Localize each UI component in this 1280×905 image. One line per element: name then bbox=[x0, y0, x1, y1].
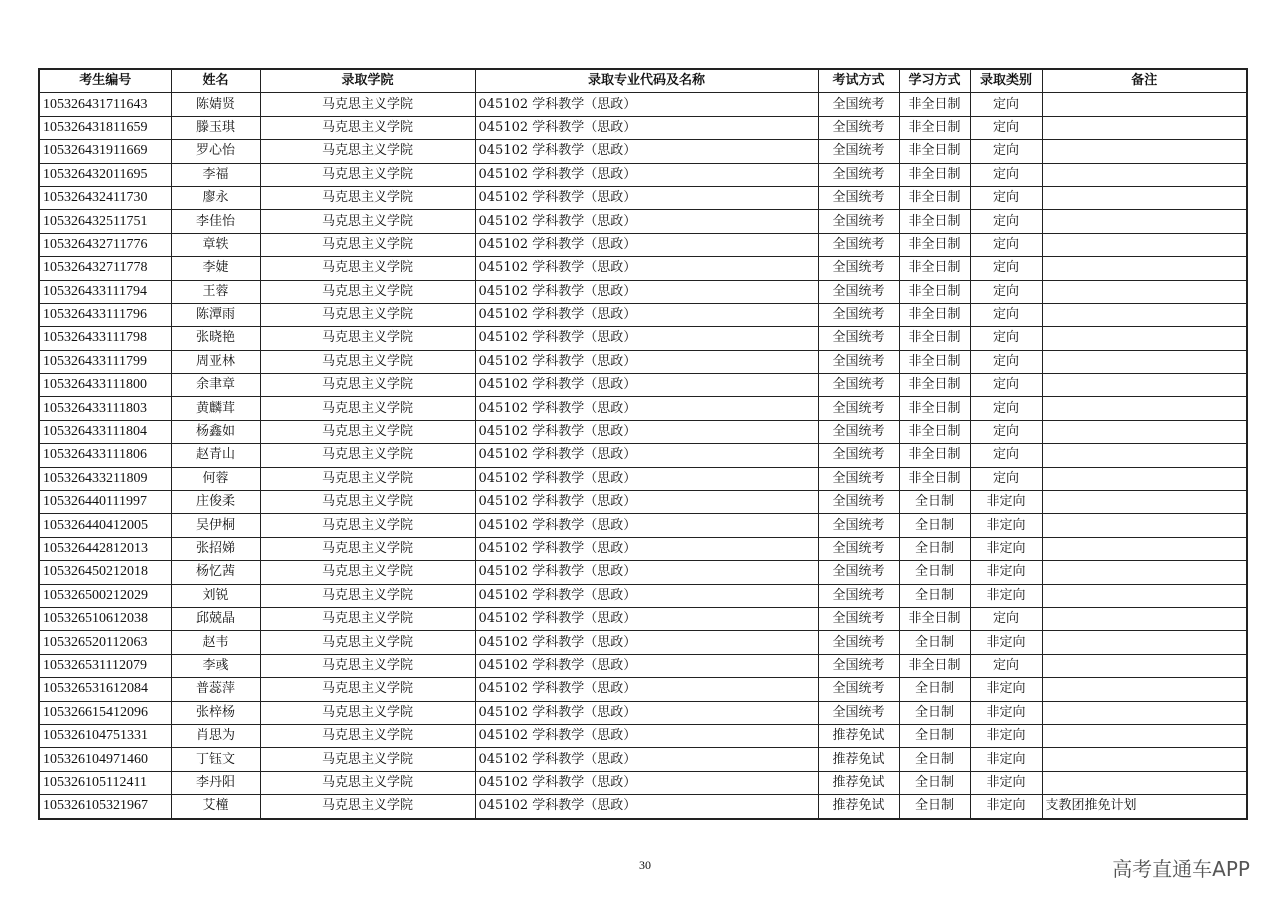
table-header-row bbox=[39, 69, 1247, 93]
major-cell: 045102 学科教学（思政） bbox=[475, 701, 818, 724]
school-cell: 马克思主义学院 bbox=[260, 374, 475, 397]
major-cell: 045102 学科教学（思政） bbox=[475, 350, 818, 373]
notes-cell bbox=[1042, 514, 1247, 537]
candidate-id-cell: 105326531612084 bbox=[39, 678, 171, 701]
school-cell: 马克思主义学院 bbox=[260, 233, 475, 256]
exam-mode-cell: 全国统考 bbox=[818, 584, 899, 607]
admission-type-cell: 非定向 bbox=[970, 748, 1042, 771]
admission-type-cell: 定向 bbox=[970, 350, 1042, 373]
candidate-id-cell: 105326520112063 bbox=[39, 631, 171, 654]
notes-cell bbox=[1042, 303, 1247, 326]
school-cell: 马克思主义学院 bbox=[260, 280, 475, 303]
candidate-id-cell: 105326433111796 bbox=[39, 303, 171, 326]
admission-type-cell: 定向 bbox=[970, 397, 1042, 420]
study-mode-cell: 非全日制 bbox=[899, 397, 970, 420]
notes-cell bbox=[1042, 233, 1247, 256]
admission-type-cell: 定向 bbox=[970, 303, 1042, 326]
school-cell: 马克思主义学院 bbox=[260, 257, 475, 280]
exam-mode-cell: 推荐免试 bbox=[818, 771, 899, 794]
name-cell: 邱兢晶 bbox=[171, 607, 260, 630]
school-cell: 马克思主义学院 bbox=[260, 584, 475, 607]
admission-type-cell: 定向 bbox=[970, 467, 1042, 490]
study-mode-cell: 全日制 bbox=[899, 771, 970, 794]
notes-cell bbox=[1042, 140, 1247, 163]
major-cell: 045102 学科教学（思政） bbox=[475, 444, 818, 467]
name-cell: 张招娣 bbox=[171, 537, 260, 560]
study-mode-cell: 全日制 bbox=[899, 514, 970, 537]
major-cell: 045102 学科教学（思政） bbox=[475, 257, 818, 280]
study-mode-cell: 非全日制 bbox=[899, 607, 970, 630]
admission-type-cell: 非定向 bbox=[970, 537, 1042, 560]
name-cell: 赵青山 bbox=[171, 444, 260, 467]
admission-type-cell: 非定向 bbox=[970, 631, 1042, 654]
study-mode-cell: 非全日制 bbox=[899, 374, 970, 397]
name-cell: 刘锐 bbox=[171, 584, 260, 607]
header-notes: 备注 bbox=[1042, 69, 1247, 93]
major-cell: 045102 学科教学（思政） bbox=[475, 561, 818, 584]
exam-mode-cell: 全国统考 bbox=[818, 397, 899, 420]
study-mode-cell: 非全日制 bbox=[899, 257, 970, 280]
admission-type-cell: 非定向 bbox=[970, 701, 1042, 724]
major-cell: 045102 学科教学（思政） bbox=[475, 163, 818, 186]
name-cell: 李佳怡 bbox=[171, 210, 260, 233]
school-cell: 马克思主义学院 bbox=[260, 795, 475, 819]
header-name: 姓名 bbox=[171, 69, 260, 93]
exam-mode-cell: 全国统考 bbox=[818, 303, 899, 326]
major-cell: 045102 学科教学（思政） bbox=[475, 607, 818, 630]
school-cell: 马克思主义学院 bbox=[260, 420, 475, 443]
header-candidate-id: 考生编号 bbox=[39, 69, 171, 93]
exam-mode-cell: 全国统考 bbox=[818, 467, 899, 490]
admission-type-cell: 非定向 bbox=[970, 491, 1042, 514]
name-cell: 李丹阳 bbox=[171, 771, 260, 794]
study-mode-cell: 非全日制 bbox=[899, 420, 970, 443]
name-cell: 赵韦 bbox=[171, 631, 260, 654]
notes-cell bbox=[1042, 420, 1247, 443]
table-row bbox=[39, 280, 1247, 303]
major-cell: 045102 学科教学（思政） bbox=[475, 420, 818, 443]
major-cell: 045102 学科教学（思政） bbox=[475, 327, 818, 350]
page-number: 30 bbox=[639, 858, 651, 872]
table-row bbox=[39, 257, 1247, 280]
candidate-id-cell: 105326440412005 bbox=[39, 514, 171, 537]
table-row bbox=[39, 607, 1247, 630]
school-cell: 马克思主义学院 bbox=[260, 186, 475, 209]
school-cell: 马克思主义学院 bbox=[260, 116, 475, 139]
school-cell: 马克思主义学院 bbox=[260, 491, 475, 514]
admission-type-cell: 非定向 bbox=[970, 724, 1042, 747]
candidate-id-cell: 105326433111794 bbox=[39, 280, 171, 303]
study-mode-cell: 非全日制 bbox=[899, 467, 970, 490]
school-cell: 马克思主义学院 bbox=[260, 140, 475, 163]
school-cell: 马克思主义学院 bbox=[260, 514, 475, 537]
study-mode-cell: 非全日制 bbox=[899, 654, 970, 677]
major-cell: 045102 学科教学（思政） bbox=[475, 654, 818, 677]
name-cell: 张梓杨 bbox=[171, 701, 260, 724]
notes-cell bbox=[1042, 327, 1247, 350]
exam-mode-cell: 全国统考 bbox=[818, 701, 899, 724]
table-row bbox=[39, 444, 1247, 467]
admission-type-cell: 非定向 bbox=[970, 795, 1042, 819]
name-cell: 廖永 bbox=[171, 186, 260, 209]
study-mode-cell: 非全日制 bbox=[899, 140, 970, 163]
notes-cell bbox=[1042, 397, 1247, 420]
exam-mode-cell: 全国统考 bbox=[818, 163, 899, 186]
notes-cell bbox=[1042, 257, 1247, 280]
admission-type-cell: 非定向 bbox=[970, 584, 1042, 607]
notes-cell bbox=[1042, 163, 1247, 186]
name-cell: 王蓉 bbox=[171, 280, 260, 303]
exam-mode-cell: 全国统考 bbox=[818, 444, 899, 467]
school-cell: 马克思主义学院 bbox=[260, 210, 475, 233]
table-row bbox=[39, 163, 1247, 186]
candidate-id-cell: 105326531112079 bbox=[39, 654, 171, 677]
admission-type-cell: 定向 bbox=[970, 280, 1042, 303]
school-cell: 马克思主义学院 bbox=[260, 748, 475, 771]
exam-mode-cell: 推荐免试 bbox=[818, 795, 899, 819]
notes-cell bbox=[1042, 701, 1247, 724]
major-cell: 045102 学科教学（思政） bbox=[475, 514, 818, 537]
name-cell: 周亚林 bbox=[171, 350, 260, 373]
name-cell: 李彧 bbox=[171, 654, 260, 677]
table-row bbox=[39, 327, 1247, 350]
name-cell: 杨鑫如 bbox=[171, 420, 260, 443]
header-major: 录取专业代码及名称 bbox=[475, 69, 818, 93]
major-cell: 045102 学科教学（思政） bbox=[475, 210, 818, 233]
school-cell: 马克思主义学院 bbox=[260, 771, 475, 794]
notes-cell bbox=[1042, 748, 1247, 771]
header-study-mode: 学习方式 bbox=[899, 69, 970, 93]
school-cell: 马克思主义学院 bbox=[260, 701, 475, 724]
name-cell: 余聿章 bbox=[171, 374, 260, 397]
notes-cell bbox=[1042, 116, 1247, 139]
school-cell: 马克思主义学院 bbox=[260, 93, 475, 116]
exam-mode-cell: 全国统考 bbox=[818, 140, 899, 163]
candidate-id-cell: 105326440111997 bbox=[39, 491, 171, 514]
notes-cell bbox=[1042, 724, 1247, 747]
notes-cell: 支教团推免计划 bbox=[1042, 795, 1247, 819]
candidate-id-cell: 105326450212018 bbox=[39, 561, 171, 584]
study-mode-cell: 非全日制 bbox=[899, 303, 970, 326]
exam-mode-cell: 全国统考 bbox=[818, 257, 899, 280]
exam-mode-cell: 全国统考 bbox=[818, 678, 899, 701]
notes-cell bbox=[1042, 654, 1247, 677]
notes-cell bbox=[1042, 561, 1247, 584]
candidate-id-cell: 105326500212029 bbox=[39, 584, 171, 607]
admission-type-cell: 定向 bbox=[970, 116, 1042, 139]
study-mode-cell: 非全日制 bbox=[899, 327, 970, 350]
candidate-id-cell: 105326432511751 bbox=[39, 210, 171, 233]
name-cell: 滕玉琪 bbox=[171, 116, 260, 139]
school-cell: 马克思主义学院 bbox=[260, 467, 475, 490]
major-cell: 045102 学科教学（思政） bbox=[475, 678, 818, 701]
table-row bbox=[39, 748, 1247, 771]
major-cell: 045102 学科教学（思政） bbox=[475, 374, 818, 397]
study-mode-cell: 非全日制 bbox=[899, 444, 970, 467]
candidate-id-cell: 105326433111798 bbox=[39, 327, 171, 350]
table-row bbox=[39, 140, 1247, 163]
major-cell: 045102 学科教学（思政） bbox=[475, 93, 818, 116]
exam-mode-cell: 全国统考 bbox=[818, 514, 899, 537]
candidate-id-cell: 105326433111804 bbox=[39, 420, 171, 443]
major-cell: 045102 学科教学（思政） bbox=[475, 724, 818, 747]
name-cell: 吴伊桐 bbox=[171, 514, 260, 537]
admission-type-cell: 定向 bbox=[970, 233, 1042, 256]
notes-cell bbox=[1042, 467, 1247, 490]
candidate-id-cell: 105326105112411 bbox=[39, 771, 171, 794]
table-row bbox=[39, 420, 1247, 443]
exam-mode-cell: 全国统考 bbox=[818, 327, 899, 350]
notes-cell bbox=[1042, 631, 1247, 654]
study-mode-cell: 非全日制 bbox=[899, 163, 970, 186]
exam-mode-cell: 全国统考 bbox=[818, 350, 899, 373]
name-cell: 丁钰文 bbox=[171, 748, 260, 771]
header-exam-mode: 考试方式 bbox=[818, 69, 899, 93]
study-mode-cell: 全日制 bbox=[899, 748, 970, 771]
school-cell: 马克思主义学院 bbox=[260, 561, 475, 584]
table-row bbox=[39, 116, 1247, 139]
candidate-id-cell: 105326432711776 bbox=[39, 233, 171, 256]
admission-type-cell: 非定向 bbox=[970, 514, 1042, 537]
major-cell: 045102 学科教学（思政） bbox=[475, 771, 818, 794]
table-row bbox=[39, 678, 1247, 701]
table-row bbox=[39, 701, 1247, 724]
admission-type-cell: 定向 bbox=[970, 163, 1042, 186]
candidate-id-cell: 105326433211809 bbox=[39, 467, 171, 490]
exam-mode-cell: 推荐免试 bbox=[818, 748, 899, 771]
school-cell: 马克思主义学院 bbox=[260, 327, 475, 350]
school-cell: 马克思主义学院 bbox=[260, 350, 475, 373]
study-mode-cell: 全日制 bbox=[899, 561, 970, 584]
admission-type-cell: 定向 bbox=[970, 93, 1042, 116]
candidate-id-cell: 105326510612038 bbox=[39, 607, 171, 630]
major-cell: 045102 学科教学（思政） bbox=[475, 303, 818, 326]
table-row bbox=[39, 724, 1247, 747]
study-mode-cell: 非全日制 bbox=[899, 210, 970, 233]
school-cell: 马克思主义学院 bbox=[260, 654, 475, 677]
table-row bbox=[39, 537, 1247, 560]
candidate-id-cell: 105326433111803 bbox=[39, 397, 171, 420]
school-cell: 马克思主义学院 bbox=[260, 607, 475, 630]
table-row bbox=[39, 374, 1247, 397]
major-cell: 045102 学科教学（思政） bbox=[475, 748, 818, 771]
notes-cell bbox=[1042, 93, 1247, 116]
study-mode-cell: 全日制 bbox=[899, 631, 970, 654]
notes-cell bbox=[1042, 186, 1247, 209]
admission-type-cell: 定向 bbox=[970, 257, 1042, 280]
table-row bbox=[39, 561, 1247, 584]
admission-type-cell: 定向 bbox=[970, 444, 1042, 467]
name-cell: 杨忆茜 bbox=[171, 561, 260, 584]
admission-type-cell: 定向 bbox=[970, 186, 1042, 209]
candidate-id-cell: 105326105321967 bbox=[39, 795, 171, 819]
table-row bbox=[39, 631, 1247, 654]
exam-mode-cell: 全国统考 bbox=[818, 654, 899, 677]
watermark-text: 高考直通车APP bbox=[1112, 857, 1250, 881]
table-row bbox=[39, 303, 1247, 326]
table-row bbox=[39, 654, 1247, 677]
candidate-id-cell: 105326431711643 bbox=[39, 93, 171, 116]
exam-mode-cell: 全国统考 bbox=[818, 116, 899, 139]
major-cell: 045102 学科教学（思政） bbox=[475, 537, 818, 560]
admission-type-cell: 非定向 bbox=[970, 771, 1042, 794]
name-cell: 罗心怡 bbox=[171, 140, 260, 163]
name-cell: 黄麟茸 bbox=[171, 397, 260, 420]
admission-type-cell: 定向 bbox=[970, 374, 1042, 397]
table-row bbox=[39, 467, 1247, 490]
name-cell: 何蓉 bbox=[171, 467, 260, 490]
name-cell: 庄俊柔 bbox=[171, 491, 260, 514]
candidate-id-cell: 105326104751331 bbox=[39, 724, 171, 747]
study-mode-cell: 非全日制 bbox=[899, 233, 970, 256]
major-cell: 045102 学科教学（思政） bbox=[475, 280, 818, 303]
name-cell: 艾橦 bbox=[171, 795, 260, 819]
study-mode-cell: 非全日制 bbox=[899, 116, 970, 139]
table-row bbox=[39, 350, 1247, 373]
study-mode-cell: 非全日制 bbox=[899, 93, 970, 116]
name-cell: 陈潭雨 bbox=[171, 303, 260, 326]
major-cell: 045102 学科教学（思政） bbox=[475, 467, 818, 490]
exam-mode-cell: 全国统考 bbox=[818, 93, 899, 116]
study-mode-cell: 全日制 bbox=[899, 678, 970, 701]
exam-mode-cell: 全国统考 bbox=[818, 186, 899, 209]
major-cell: 045102 学科教学（思政） bbox=[475, 397, 818, 420]
school-cell: 马克思主义学院 bbox=[260, 303, 475, 326]
admission-type-cell: 定向 bbox=[970, 327, 1042, 350]
major-cell: 045102 学科教学（思政） bbox=[475, 116, 818, 139]
school-cell: 马克思主义学院 bbox=[260, 724, 475, 747]
candidate-id-cell: 105326442812013 bbox=[39, 537, 171, 560]
exam-mode-cell: 全国统考 bbox=[818, 420, 899, 443]
admission-type-cell: 非定向 bbox=[970, 678, 1042, 701]
candidate-id-cell: 105326432011695 bbox=[39, 163, 171, 186]
exam-mode-cell: 推荐免试 bbox=[818, 724, 899, 747]
admission-type-cell: 定向 bbox=[970, 607, 1042, 630]
major-cell: 045102 学科教学（思政） bbox=[475, 140, 818, 163]
study-mode-cell: 全日制 bbox=[899, 795, 970, 819]
admission-type-cell: 定向 bbox=[970, 210, 1042, 233]
table-row bbox=[39, 491, 1247, 514]
name-cell: 张晓艳 bbox=[171, 327, 260, 350]
admission-type-cell: 非定向 bbox=[970, 561, 1042, 584]
major-cell: 045102 学科教学（思政） bbox=[475, 631, 818, 654]
notes-cell bbox=[1042, 280, 1247, 303]
table-row bbox=[39, 186, 1247, 209]
notes-cell bbox=[1042, 678, 1247, 701]
major-cell: 045102 学科教学（思政） bbox=[475, 233, 818, 256]
exam-mode-cell: 全国统考 bbox=[818, 374, 899, 397]
study-mode-cell: 非全日制 bbox=[899, 350, 970, 373]
exam-mode-cell: 全国统考 bbox=[818, 210, 899, 233]
candidate-id-cell: 105326432711778 bbox=[39, 257, 171, 280]
exam-mode-cell: 全国统考 bbox=[818, 607, 899, 630]
notes-cell bbox=[1042, 210, 1247, 233]
school-cell: 马克思主义学院 bbox=[260, 631, 475, 654]
table-row bbox=[39, 233, 1247, 256]
candidate-id-cell: 105326433111799 bbox=[39, 350, 171, 373]
study-mode-cell: 全日制 bbox=[899, 724, 970, 747]
table-row bbox=[39, 771, 1247, 794]
exam-mode-cell: 全国统考 bbox=[818, 631, 899, 654]
table-row bbox=[39, 584, 1247, 607]
admission-type-cell: 定向 bbox=[970, 654, 1042, 677]
table-row bbox=[39, 93, 1247, 116]
candidate-id-cell: 105326433111806 bbox=[39, 444, 171, 467]
notes-cell bbox=[1042, 374, 1247, 397]
table-row bbox=[39, 795, 1247, 819]
notes-cell bbox=[1042, 584, 1247, 607]
candidate-id-cell: 105326104971460 bbox=[39, 748, 171, 771]
name-cell: 陈婧贤 bbox=[171, 93, 260, 116]
header-admission-type: 录取类别 bbox=[970, 69, 1042, 93]
admission-type-cell: 定向 bbox=[970, 420, 1042, 443]
major-cell: 045102 学科教学（思政） bbox=[475, 584, 818, 607]
major-cell: 045102 学科教学（思政） bbox=[475, 491, 818, 514]
study-mode-cell: 全日制 bbox=[899, 584, 970, 607]
name-cell: 李婕 bbox=[171, 257, 260, 280]
header-school: 录取学院 bbox=[260, 69, 475, 93]
admission-table bbox=[38, 68, 1248, 820]
exam-mode-cell: 全国统考 bbox=[818, 491, 899, 514]
school-cell: 马克思主义学院 bbox=[260, 537, 475, 560]
notes-cell bbox=[1042, 444, 1247, 467]
study-mode-cell: 全日制 bbox=[899, 701, 970, 724]
table-row bbox=[39, 397, 1247, 420]
notes-cell bbox=[1042, 607, 1247, 630]
name-cell: 章轶 bbox=[171, 233, 260, 256]
exam-mode-cell: 全国统考 bbox=[818, 561, 899, 584]
major-cell: 045102 学科教学（思政） bbox=[475, 186, 818, 209]
notes-cell bbox=[1042, 771, 1247, 794]
admission-type-cell: 定向 bbox=[970, 140, 1042, 163]
school-cell: 马克思主义学院 bbox=[260, 163, 475, 186]
notes-cell bbox=[1042, 350, 1247, 373]
study-mode-cell: 非全日制 bbox=[899, 186, 970, 209]
notes-cell bbox=[1042, 537, 1247, 560]
study-mode-cell: 全日制 bbox=[899, 537, 970, 560]
exam-mode-cell: 全国统考 bbox=[818, 233, 899, 256]
candidate-id-cell: 105326431911669 bbox=[39, 140, 171, 163]
name-cell: 普蕊萍 bbox=[171, 678, 260, 701]
exam-mode-cell: 全国统考 bbox=[818, 280, 899, 303]
exam-mode-cell: 全国统考 bbox=[818, 537, 899, 560]
notes-cell bbox=[1042, 491, 1247, 514]
candidate-id-cell: 105326431811659 bbox=[39, 116, 171, 139]
candidate-id-cell: 105326615412096 bbox=[39, 701, 171, 724]
school-cell: 马克思主义学院 bbox=[260, 397, 475, 420]
school-cell: 马克思主义学院 bbox=[260, 678, 475, 701]
major-cell: 045102 学科教学（思政） bbox=[475, 795, 818, 819]
table-row bbox=[39, 514, 1247, 537]
candidate-id-cell: 105326432411730 bbox=[39, 186, 171, 209]
study-mode-cell: 非全日制 bbox=[899, 280, 970, 303]
name-cell: 李福 bbox=[171, 163, 260, 186]
table-body bbox=[39, 93, 1247, 819]
school-cell: 马克思主义学院 bbox=[260, 444, 475, 467]
study-mode-cell: 全日制 bbox=[899, 491, 970, 514]
candidate-id-cell: 105326433111800 bbox=[39, 374, 171, 397]
table-row bbox=[39, 210, 1247, 233]
name-cell: 肖思为 bbox=[171, 724, 260, 747]
